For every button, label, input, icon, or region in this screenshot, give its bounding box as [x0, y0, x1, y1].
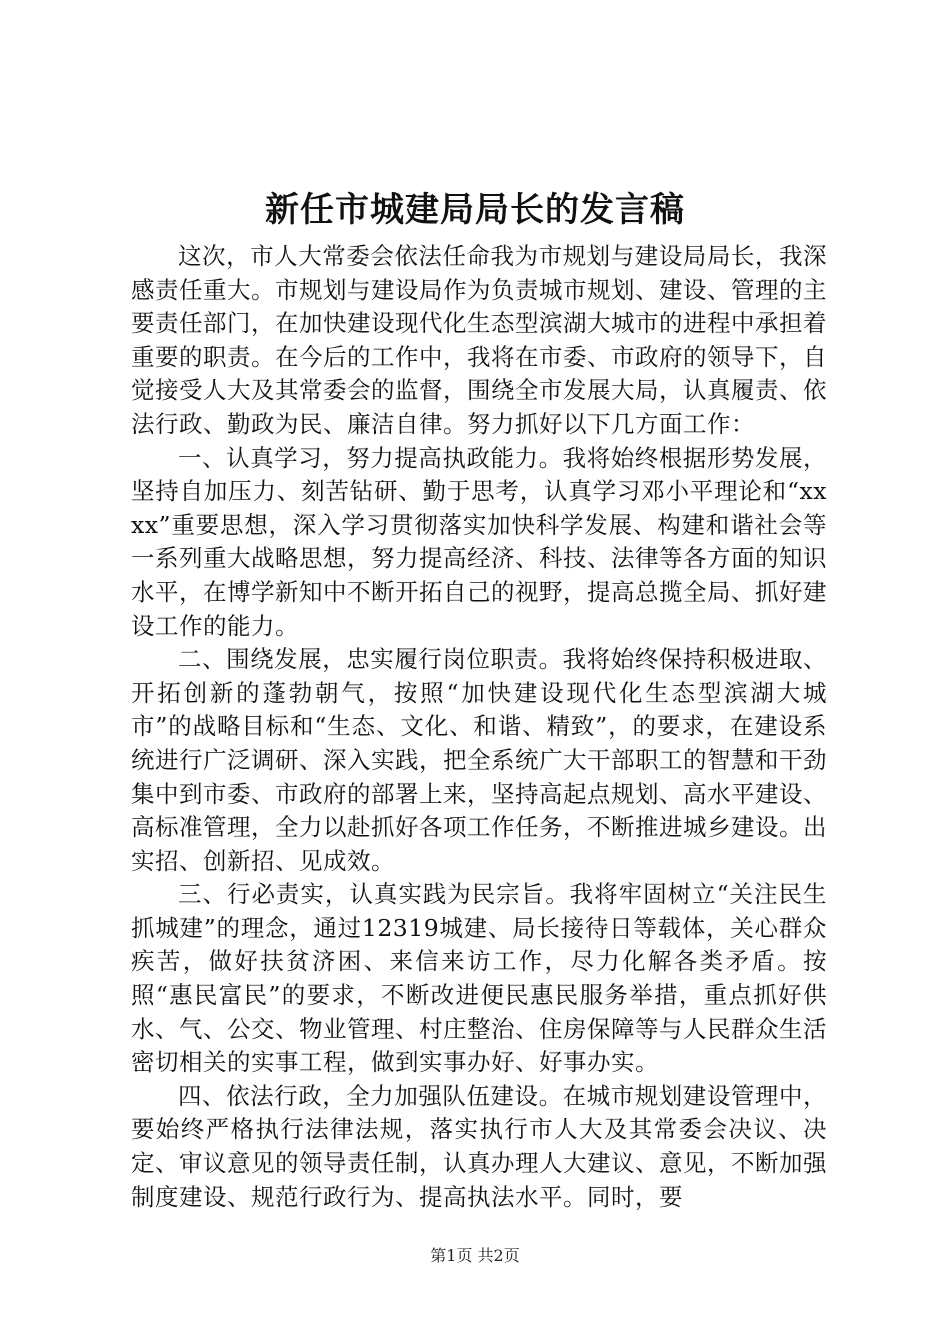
paragraph-intro: 这次，市人大常委会依法任命我为市规划与建设局局长，我深感责任重大。市规划与建设局作为负责城市规划、建设、管理的主要责任部门，在加快建设现代化生态型滨湖大城市的进程中承担着重要的职责。在今后的工作中，我将在市委、市政府的领导下，自觉接受人大及其常委会的监督，围绕全市发展大局，认真履责、依法行政、勤政为民、廉洁自律。努力抓好以下几方面工作：	[131, 242, 827, 438]
paragraph-section-3: 三、行必责实，认真实践为民宗旨。我将牢固树立“关注民生抓城建”的理念，通过12319城建、局长接待日等载体，关心群众疾苦，做好扶贫济困、来信来访工作，尽力化解各类矛盾。按照“惠民富民”的要求，不断改进便民惠民服务举措，重点抓好供水、气、公交、物业管理、村庄整治、住房保障等与人民群众生活密切相关的实事工程，做到实事办好、好事办实。	[131, 880, 827, 1077]
document-body	[131, 240, 827, 1214]
document-title: 新任市城建局局长的发言稿	[265, 190, 685, 230]
paragraph-section-4: 四、依法行政，全力加强队伍建设。在城市规划建设管理中，要始终严格执行法律法规，落实执行市人大及其常委会决议、决定、审议意见的领导责任制，认真办理人大建议、意见，不断加强制度建设、规范行政行为、提高执法水平。同时，要	[131, 1081, 827, 1211]
paragraph-section-2: 二、围绕发展，忠实履行岗位职责。我将始终保持积极进取、开拓创新的蓬勃朝气，按照“加快建设现代化生态型滨湖大城市”的战略目标和“生态、文化、和谐、精致”，的要求，在建设系统进行广泛调研、深入实践，把全系统广大干部职工的智慧和干劲集中到市委、市政府的部署上来，坚持高起点规划、高水平建设、高标准管理，全力以赴抓好各项工作任务，不断推进城乡建设。出实招、创新招、见成效。	[131, 645, 827, 875]
paragraph-section-1: 一、认真学习，努力提高执政能力。我将始终根据形势发展，坚持自加压力、刻苦钻研、勤于思考，认真学习邓小平理论和“xxxx”重要思想，深入学习贯彻落实加快科学发展、构建和谐社会等一系列重大战略思想，努力提高经济、科技、法律等各方面的知识水平，在博学新知中不断开拓自己的视野，提高总揽全局、抓好建设工作的能力。	[131, 443, 827, 640]
page-number-footer: 第1页 共2页	[430, 1246, 520, 1265]
